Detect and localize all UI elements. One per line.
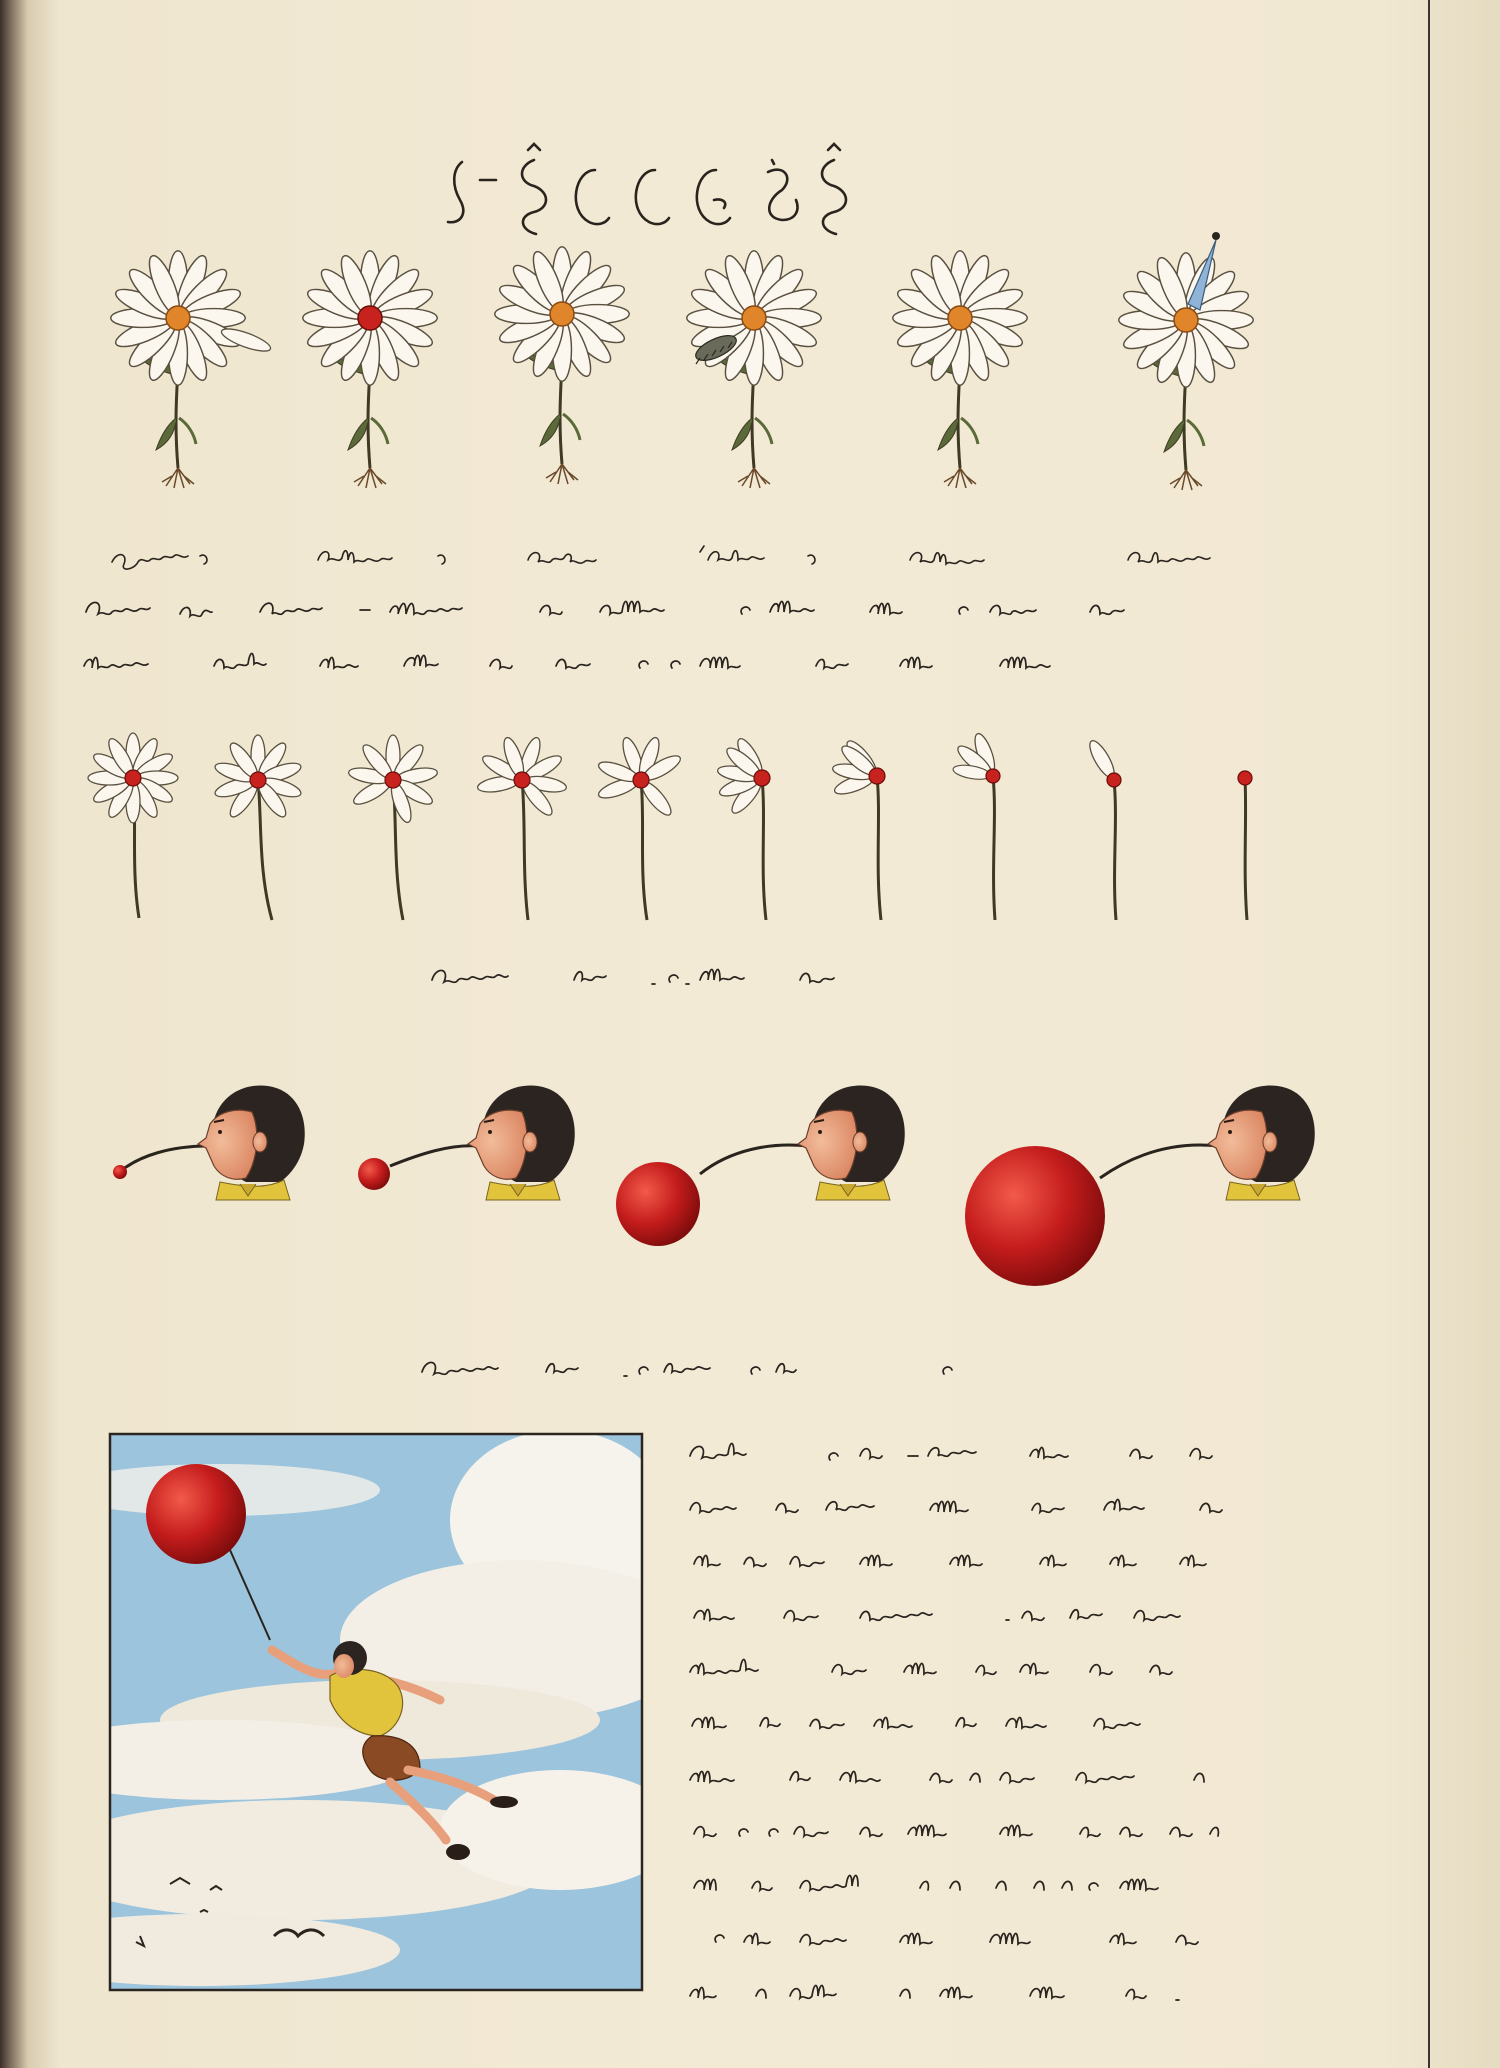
daisy-2 — [303, 251, 437, 488]
balloon-blowing-row — [113, 1085, 1315, 1286]
daisy-4-with-caterpillar — [687, 251, 821, 488]
daisy-6-with-spike — [1119, 232, 1253, 490]
paragraph-flying — [690, 1444, 1222, 2001]
heading-glyphs — [448, 144, 846, 234]
caption-wilting — [432, 970, 834, 985]
wilting-daisy-2 — [213, 735, 303, 920]
daisy-5 — [893, 251, 1027, 488]
daisy-labels — [112, 546, 1210, 569]
wilting-daisy-6 — [716, 736, 770, 920]
wilting-daisy-8 — [952, 731, 1000, 920]
caption-balloon — [422, 1362, 952, 1376]
boy-1 — [113, 1085, 305, 1200]
wilting-daisy-3 — [347, 735, 438, 920]
flying-boy-illustration — [0, 1430, 700, 1990]
wilting-daisy-4 — [476, 735, 567, 920]
boy-3 — [616, 1085, 905, 1246]
daisy-3 — [495, 247, 629, 484]
wilting-daisy-9 — [1085, 738, 1121, 920]
wilting-daisy-1 — [88, 733, 178, 918]
wilting-daisy-5 — [596, 735, 683, 920]
daisy-variations-row — [111, 232, 1253, 490]
paragraph-1 — [84, 602, 1124, 669]
boy-2 — [358, 1085, 575, 1200]
wilting-daisy-7 — [831, 737, 885, 920]
wilting-daisy-10 — [1238, 771, 1252, 920]
boy-4 — [965, 1085, 1315, 1286]
daisy-wilting-row — [88, 731, 1252, 920]
daisy-1 — [111, 251, 273, 488]
